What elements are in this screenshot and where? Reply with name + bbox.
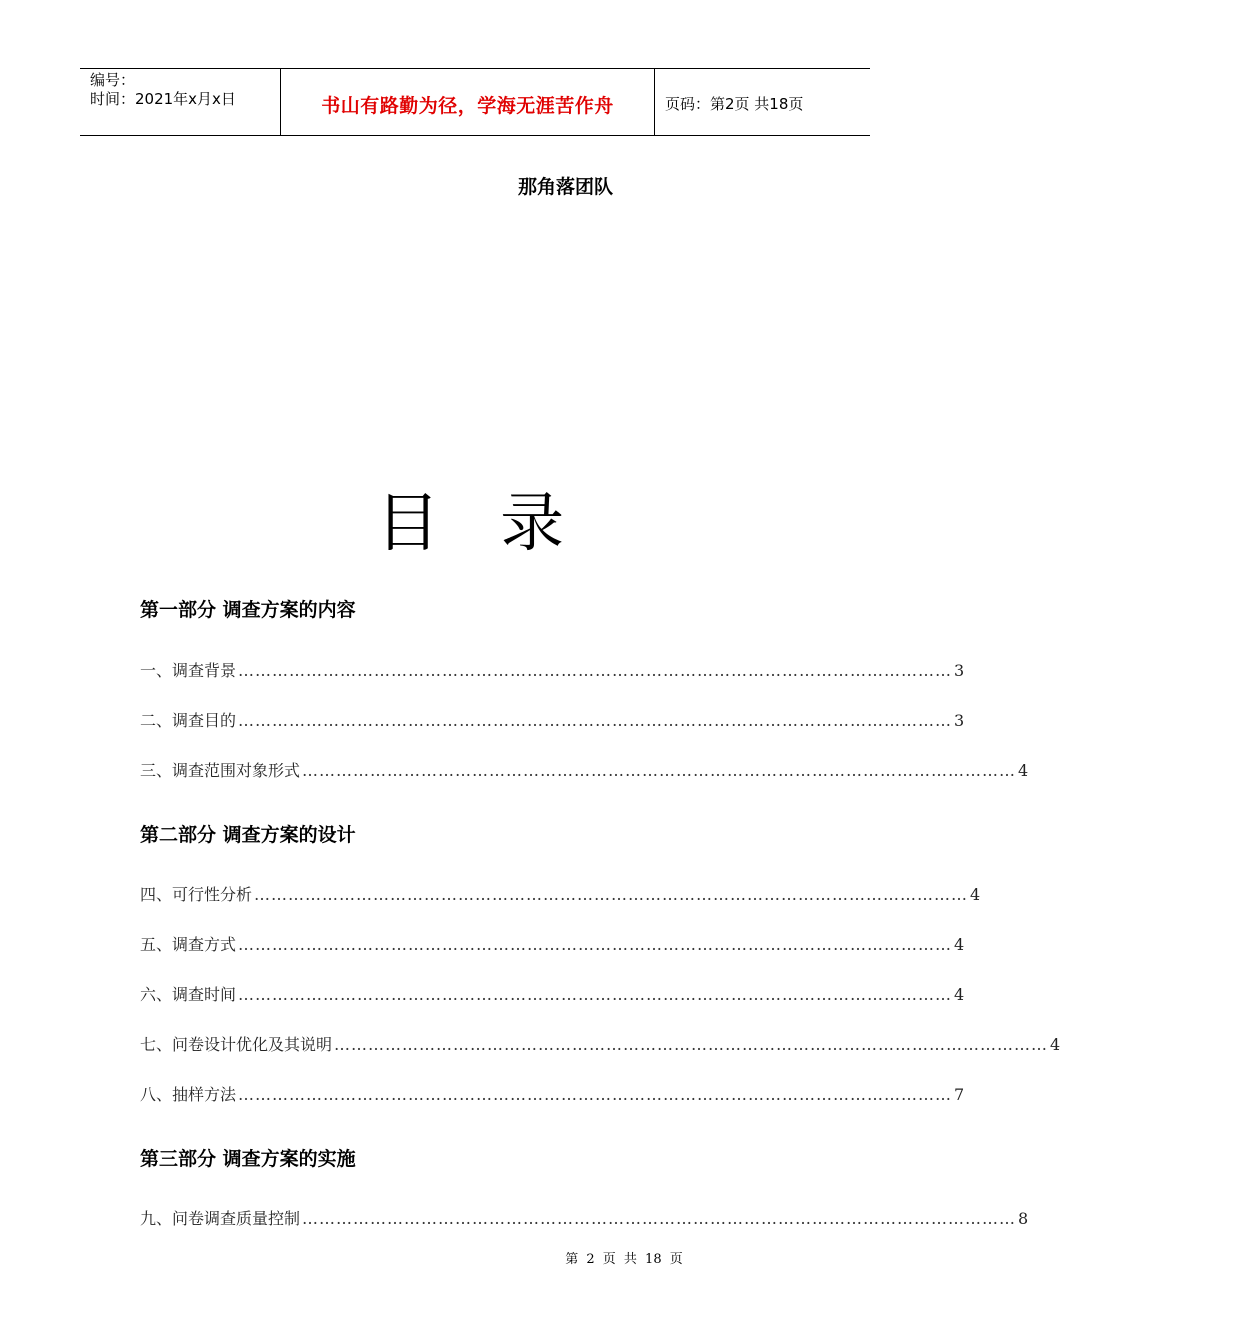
toc-title: 目 录	[375, 487, 585, 561]
toc-entry[interactable]	[140, 708, 965, 732]
toc-entry[interactable]	[140, 982, 965, 1006]
toc-entry-label: 三、调查范围对象形式	[140, 761, 301, 780]
toc-entry[interactable]	[140, 1082, 965, 1106]
toc-entry-label: 七、问卷设计优化及其说明	[140, 1035, 333, 1054]
toc-entry-page: 4	[1050, 1035, 1061, 1054]
toc-entry-label: 一、调查背景	[140, 661, 237, 680]
toc-entry-label: 四、可行性分析	[140, 885, 253, 904]
team-name: 那角落团队	[518, 176, 614, 198]
toc-entry-page: 4	[954, 935, 965, 954]
toc-entry-label: 六、调查时间	[140, 985, 237, 1004]
toc-entry-label: 五、调查方式	[140, 935, 237, 954]
section-title: 第三部分 调查方案的实施	[140, 1148, 356, 1170]
toc-leader-dots: ………………………………………………………………………………………………………………	[238, 935, 953, 954]
toc-entry[interactable]	[140, 882, 981, 906]
header-meta	[80, 69, 281, 135]
toc-entry[interactable]	[140, 658, 965, 682]
toc-entry-page: 7	[954, 1085, 965, 1104]
toc-entry-page: 3	[954, 711, 965, 730]
header-number-label: 编号：	[90, 71, 136, 89]
toc-leader-dots: ………………………………………………………………………………………………………………	[238, 711, 953, 730]
toc-leader-dots: ………………………………………………………………………………………………………………	[302, 1209, 1017, 1228]
toc-entry-page: 3	[954, 661, 965, 680]
section-title: 第一部分 调查方案的内容	[140, 599, 356, 621]
header-date-label: 时间：2021年x月x日	[90, 90, 236, 108]
toc-entry[interactable]	[140, 758, 1029, 782]
toc-entry-page: 4	[1018, 761, 1029, 780]
toc-leader-dots: ………………………………………………………………………………………………………………	[302, 761, 1017, 780]
toc-entry-page: 4	[970, 885, 981, 904]
toc-leader-dots: ………………………………………………………………………………………………………………	[238, 1085, 953, 1104]
toc-leader-dots: ………………………………………………………………………………………………………………	[334, 1035, 1049, 1054]
page-header	[80, 68, 870, 136]
header-page-info: 页码：第2页 共18页	[665, 94, 804, 113]
header-motto: 书山有路勤为径，学海无涯苦作舟	[321, 94, 614, 117]
toc-entry-label: 九、问卷调查质量控制	[140, 1209, 301, 1228]
toc-leader-dots: ………………………………………………………………………………………………………………	[254, 885, 969, 904]
toc-leader-dots: ………………………………………………………………………………………………………………	[238, 985, 953, 1004]
toc-leader-dots: ………………………………………………………………………………………………………………	[238, 661, 953, 680]
header-motto-cell	[281, 69, 655, 135]
toc-entry-label: 八、抽样方法	[140, 1085, 237, 1104]
toc-entry-page: 4	[954, 985, 965, 1004]
toc-entry-page: 8	[1018, 1209, 1029, 1228]
toc-entry[interactable]	[140, 932, 965, 956]
page-footer: 第 2 页 共 18 页	[565, 1252, 683, 1267]
section-title: 第二部分 调查方案的设计	[140, 824, 356, 846]
toc-entry[interactable]	[140, 1032, 1061, 1056]
toc-entry[interactable]	[140, 1206, 1029, 1230]
toc-entry-label: 二、调查目的	[140, 711, 237, 730]
